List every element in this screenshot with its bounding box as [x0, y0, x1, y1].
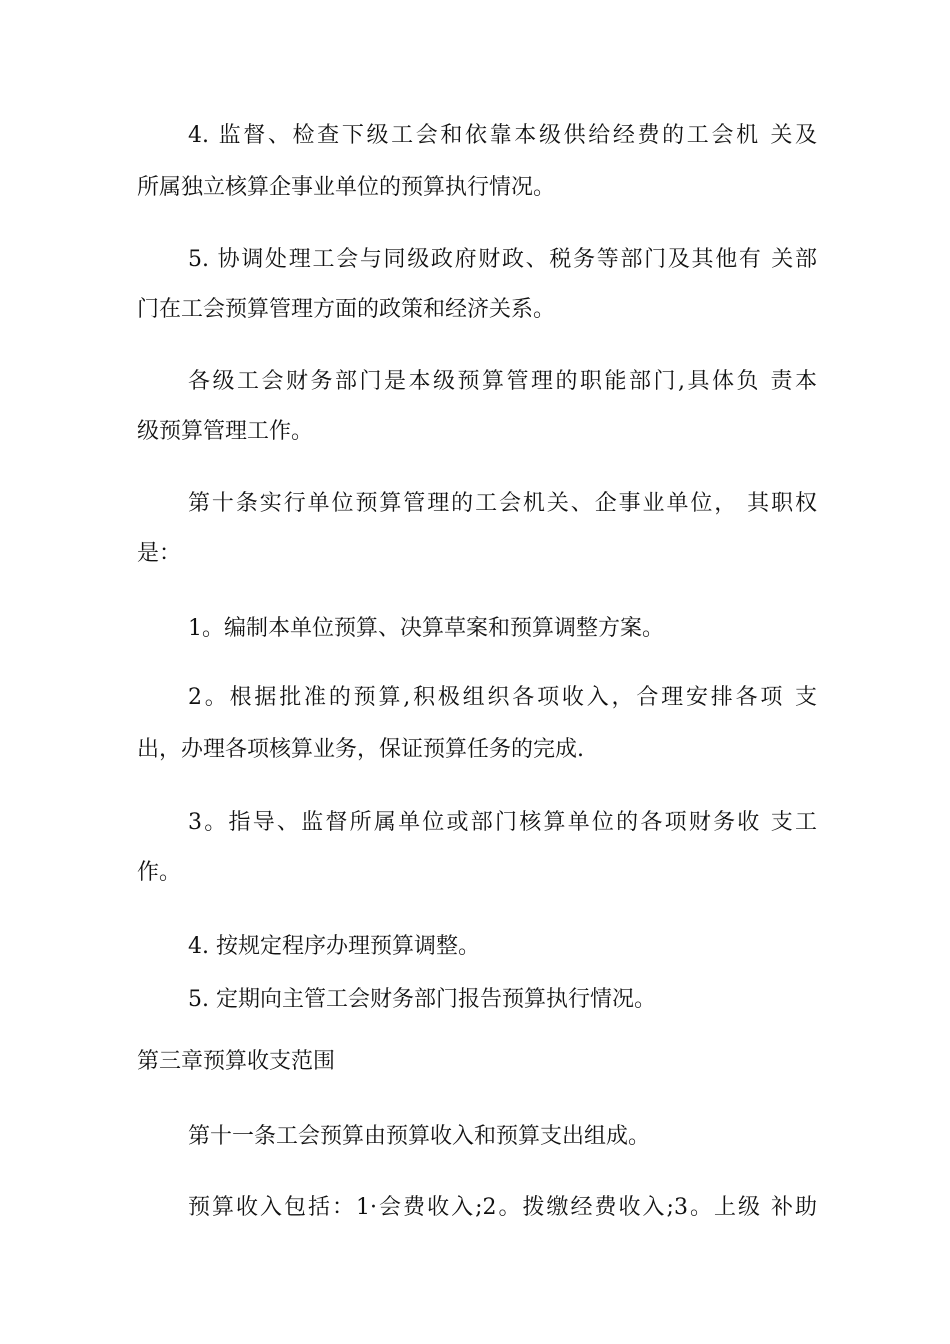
budget-income-line-1: 预算收入包括：1·会费收入;2。拨缴经费收入;3。上级 补助 [188, 1195, 817, 1220]
paragraph-finance-dept-line-2: 级预算管理工作。 [137, 419, 314, 444]
paragraph-4-line-2: 所属独立核算企事业单位的预算执行情况。 [137, 175, 556, 200]
item-3-line-2: 作。 [137, 860, 182, 885]
item-1: 1。编制本单位预算、决算草案和预算调整方案。 [188, 616, 664, 641]
paragraph-5-line-1: 5. 协调处理工会与同级政府财政、税务等部门及其他有 关部 [188, 247, 817, 272]
chapter-3-heading: 第三章预算收支范围 [137, 1049, 336, 1074]
item-4: 4. 按规定程序办理预算调整。 [188, 934, 480, 959]
paragraph-finance-dept-line-1: 各级工会财务部门是本级预算管理的职能部门,具体负 责本 [188, 369, 817, 394]
article-10-line-1: 第十条实行单位预算管理的工会机关、企事业单位， 其职权 [188, 491, 817, 516]
paragraph-5-line-2: 门在工会预算管理方面的政策和经济关系。 [137, 297, 556, 322]
article-10-line-2: 是： [137, 541, 182, 566]
paragraph-4-line-1: 4. 监督、检查下级工会和依靠本级供给经费的工会机 关及 [188, 123, 817, 148]
item-2-line-1: 2。根据批准的预算,积极组织各项收入，合理安排各项 支 [188, 685, 817, 710]
article-11: 第十一条工会预算由预算收入和预算支出组成。 [188, 1124, 651, 1149]
item-3-line-1: 3。指导、监督所属单位或部门核算单位的各项财务收 支工 [188, 810, 817, 835]
item-2-line-2: 出，办理各项核算业务，保证预算任务的完成. [137, 737, 584, 762]
item-5: 5. 定期向主管工会财务部门报告预算执行情况。 [188, 987, 656, 1012]
